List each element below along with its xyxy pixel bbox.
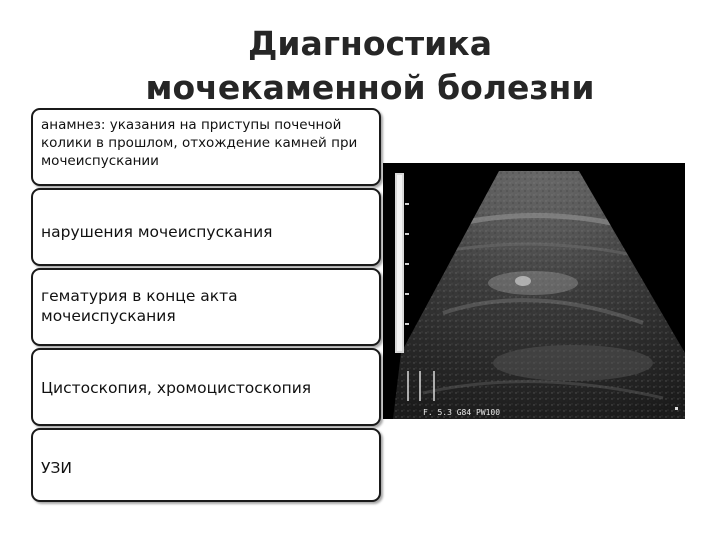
ultrasound-image: [383, 163, 685, 419]
diagnostic-item-urination-disorders: нарушения мочеиспускания: [31, 188, 381, 266]
diagnostic-item-cystoscopy: Цистоскопия, хромоцистоскопия: [31, 348, 381, 426]
diagnostic-item-hematuria: гематурия в конце акта мочеиспускания: [31, 268, 381, 346]
diagnostic-item-anamnesis: анамнез: указания на приступы почечной колики в прошлом, отхождение камней при мочеиспускании: [31, 108, 381, 186]
scan-readout: F. 5.3 G84 PW100: [423, 408, 501, 417]
diagnostic-item-ultrasound: УЗИ: [31, 428, 381, 502]
slide-title: Диагностика мочекаменной болезни: [145, 24, 595, 107]
ultrasound-scan: [383, 163, 685, 419]
